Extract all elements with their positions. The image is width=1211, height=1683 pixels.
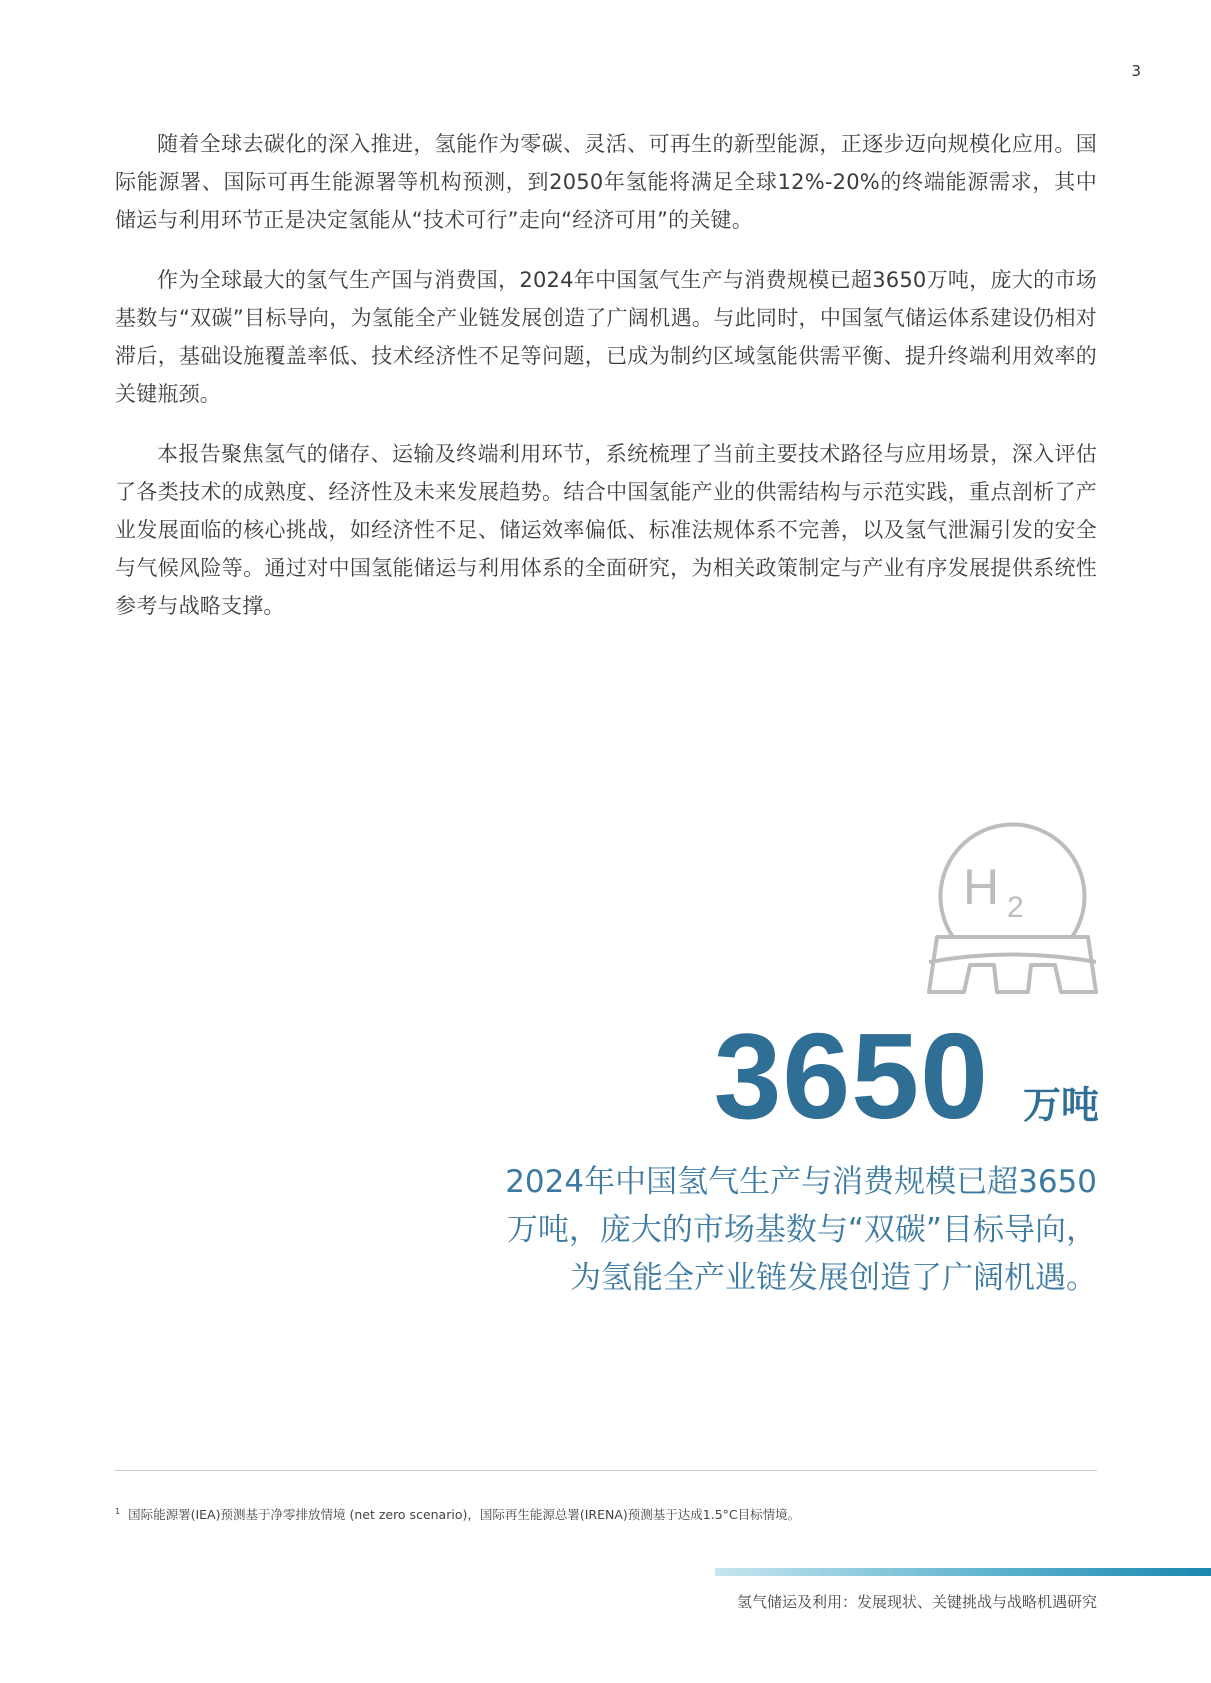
highlight-line-1: 2024年中国氢气生产与消费规模已超3650 bbox=[505, 1164, 1097, 1200]
footnote-text: 国际能源署(IEA)预测基于净零排放情境 (net zero scenario)，国际再生能源总署(IRENA)预测基于达成1.5°C目标情境。 bbox=[128, 1507, 801, 1522]
paragraph-3: 本报告聚焦氢气的储存、运输及终端利用环节，系统梳理了当前主要技术路径与应用场景，深入评估了各类技术的成熟度、经济性及未来发展趋势。结合中国氢能产业的供需结构与示范实践，重点剖析了产业发展面临的核心挑战，如经济性不足、储运效率偏低、标准法规体系不完善，以及氢气泄漏引发的安全与气候风险等。通过对中国氢能储运与利用体系的全面研究，为相关政策制定与产业有序发展提供系统性参考与战略支撑。 bbox=[115, 442, 1097, 618]
highlight-figure bbox=[713, 1008, 1099, 1144]
highlight-line-2: 万吨，庞大的市场基数与“双碳”目标导向， bbox=[506, 1212, 1097, 1248]
highlight-value: 3650 bbox=[713, 1008, 989, 1144]
h2-tank-icon bbox=[925, 822, 1100, 1000]
highlight-unit: 万吨 bbox=[1022, 1083, 1099, 1127]
footer-accent-bar bbox=[715, 1568, 1211, 1576]
page-number: 3 bbox=[1131, 62, 1141, 80]
highlight-line-3: 为氢能全产业链发展创造了广阔机遇。 bbox=[570, 1260, 1097, 1296]
h2-label: H bbox=[963, 859, 1000, 915]
footer-title: 氢气储运及利用：发展现状、关键挑战与战略机遇研究 bbox=[736, 1593, 1097, 1611]
paragraph-1: 随着全球去碳化的深入推进，氢能作为零碳、灵活、可再生的新型能源，正逐步迈向规模化应用。国际能源署、国际可再生能源署等机构预测，到2050年氢能将满足全球12%-20%的终端能源需求，其中储运与利用环节正是决定氢能从“技术可行”走向“经济可用”的关键。 bbox=[115, 132, 1097, 232]
paragraph-2: 作为全球最大的氢气生产国与消费国，2024年中国氢气生产与消费规模已超3650万吨，庞大的市场基数与“双碳”目标导向，为氢能全产业链发展创造了广阔机遇。与此同时，中国氢气储运体系建设仍相对滞后，基础设施覆盖率低、技术经济性不足等问题，已成为制约区域氢能供需平衡、提升终端利用效率的关键瓶颈。 bbox=[115, 268, 1097, 406]
body-text bbox=[115, 125, 1097, 647]
footnote bbox=[115, 1505, 800, 1523]
highlight-caption bbox=[437, 1158, 1097, 1302]
footnote-marker: 1 bbox=[115, 1506, 121, 1516]
h2-subscript: 2 bbox=[1007, 891, 1024, 924]
footnote-divider bbox=[115, 1470, 1097, 1471]
